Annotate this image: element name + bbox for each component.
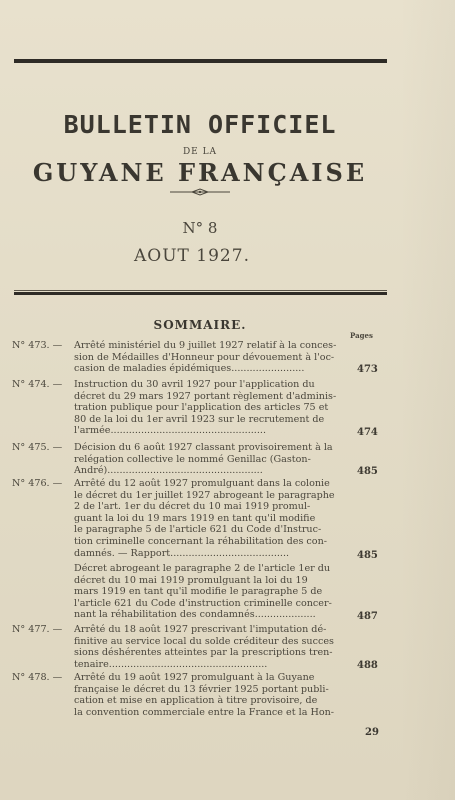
entry-line: 2 de l'art. 1er du décret du 10 mai 1919 promul- xyxy=(74,501,311,513)
entry-text xyxy=(74,340,363,375)
entry-line: l'article 621 du Code d'instruction criminelle concer- xyxy=(74,597,332,609)
issue-number: N° 8 xyxy=(182,219,218,237)
top-rule xyxy=(14,59,387,63)
entry-line: sion de Médailles d'Honneur pour dévouement à l'oc- xyxy=(74,351,335,363)
entry-text xyxy=(74,672,363,718)
rule-upper xyxy=(14,290,387,291)
entry-page: 474 xyxy=(357,427,378,438)
paper-edge xyxy=(400,0,455,800)
entry-line: la convention commerciale entre la France et la Hon- xyxy=(74,706,335,718)
entry-line: le décret du 1er juillet 1927 abrogeant le paragraphe xyxy=(74,489,335,501)
entry-number: N° 475. — xyxy=(12,442,63,453)
entry-line: décret du 10 mai 1919 promulguant la loi du 19 xyxy=(74,574,308,586)
entry-line: Arrêté du 18 août 1927 prescrivant l'imputation dé- xyxy=(74,624,327,635)
entry-line: Instruction du 30 avril 1927 pour l'application du xyxy=(74,379,315,390)
entry-line: tenaire.................................................... xyxy=(74,658,268,670)
entry-text xyxy=(74,624,363,670)
entry-line: Arrêté du 12 août 1927 promulguant dans la colonie xyxy=(74,478,330,489)
entry-line: l'armée................................................... xyxy=(74,425,266,437)
entry-line: sions déshérentes atteintes par la prescriptions tren- xyxy=(74,647,333,659)
publication-subtitle: GUYANE FRANÇAISE xyxy=(32,158,368,187)
entry-line: décret du 29 mars 1927 portant règlement d'adminis- xyxy=(74,390,337,402)
entry-page: 485 xyxy=(357,550,378,561)
entry-text xyxy=(74,478,363,559)
entry-text xyxy=(74,379,363,437)
rule-double xyxy=(14,292,387,295)
entry-line: cation et mise en application à titre provisoire, de xyxy=(74,695,318,707)
entry-line: mars 1919 en tant qu'il modifie le paragraphe 5 de xyxy=(74,586,323,598)
entry-line: finitive au service local du solde créditeur des succes xyxy=(74,635,334,647)
entry-line: Arrêté ministériel du 9 juillet 1927 relatif à la conces- xyxy=(74,340,337,351)
entry-line: guant la loi du 19 mars 1919 en tant qu'il modifie xyxy=(74,512,316,524)
entry-line: damnés. — Rapport....................................... xyxy=(74,547,290,559)
entry-line: André)................................................... xyxy=(74,465,263,477)
page-folio: 29 xyxy=(365,727,379,738)
entry-number: N° 474. — xyxy=(12,379,63,390)
entry-line: 80 de la loi du 1er avril 1923 sur le recrutement de xyxy=(74,413,325,425)
ornament-icon xyxy=(170,188,230,196)
pages-column-label: Pages xyxy=(350,331,373,340)
entry-line: relégation collective le nommé Genillac (Gaston- xyxy=(74,453,311,465)
entry-line: casion de maladies épidémiques........................ xyxy=(74,363,305,375)
entry-line: tion criminelle concernant la réhabilitation des con- xyxy=(74,535,327,547)
sommaire-heading: SOMMAIRE. xyxy=(153,318,247,332)
entry-line: le paragraphe 5 de l'article 621 du Code d'Instruc- xyxy=(74,524,322,536)
publication-title-connector: DE LA xyxy=(182,147,218,157)
entry-page: 473 xyxy=(357,364,378,375)
entry-page: 485 xyxy=(357,466,378,477)
entry-line: Décision du 6 août 1927 classant provisoirement à la xyxy=(74,442,333,453)
entry-text xyxy=(74,442,363,477)
entry-line: nant la réhabilitation des condamnés.................... xyxy=(74,609,316,621)
entry-page: 488 xyxy=(357,660,378,671)
entry-number: N° 473. — xyxy=(12,340,63,351)
entry-line: française le décret du 13 février 1925 portant publi- xyxy=(74,683,329,695)
entry-number: N° 477. — xyxy=(12,624,63,635)
entry-page: 487 xyxy=(357,611,378,622)
entry-line: Décret abrogeant le paragraphe 2 de l'article 1er du xyxy=(74,563,331,574)
issue-date: AOUT 1927. xyxy=(134,246,250,266)
publication-title: BULLETIN OFFICIEL xyxy=(63,110,337,139)
entry-text xyxy=(74,563,363,621)
entry-number: N° 478. — xyxy=(12,672,63,683)
entry-line: tration publique pour l'application des articles 75 et xyxy=(74,402,329,414)
entry-line: Arrêté du 19 août 1927 promulguant à la Guyane xyxy=(74,672,315,683)
entry-number: N° 476. — xyxy=(12,478,63,489)
